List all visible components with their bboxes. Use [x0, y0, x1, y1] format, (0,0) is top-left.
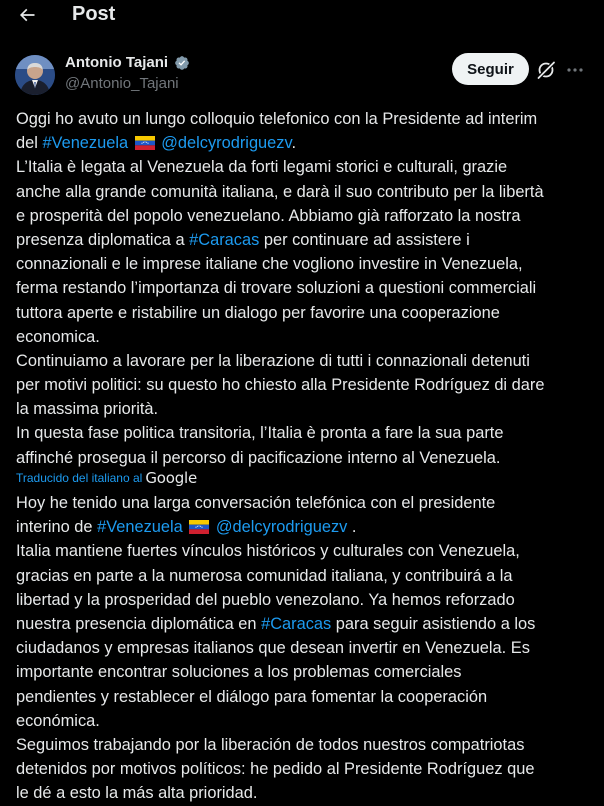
- post-text-line: affinché prosegua il percorso di pacificazione interno al Venezuela.: [16, 448, 501, 467]
- display-name[interactable]: Antonio Tajani: [65, 54, 169, 71]
- author-row: [15, 52, 590, 96]
- post-text-line: e prosperità del popolo venezuelano. Abbiamo già rafforzato la nostra: [16, 206, 521, 225]
- mention-link[interactable]: @delcyrodriguezv: [215, 518, 348, 537]
- post-text-line: presenza diplomatica a #Caracas per continuare ad assistere i: [16, 230, 470, 249]
- top-bar: [0, 0, 604, 30]
- mention-link[interactable]: @delcyrodriguezv: [161, 134, 292, 153]
- post-text-line: la massima priorità.: [16, 400, 159, 419]
- google-logo: Google: [145, 469, 198, 487]
- post-text-line: Hoy he tenido una larga conversación telefónica con el presidente: [16, 494, 496, 512]
- post-text-line: Seguimos trabajando por la liberación de todos nuestros compatriotas: [16, 735, 525, 754]
- translation-note[interactable]: [16, 469, 197, 487]
- page-title: Post: [72, 3, 116, 25]
- avatar-image: [15, 55, 55, 95]
- hashtag-link[interactable]: #Caracas: [189, 230, 260, 249]
- post-text-line: económica.: [16, 711, 100, 730]
- venezuela-flag-icon: [135, 136, 155, 150]
- post-text-line: Continuiamo a lavorare per la liberazione di tutti i connazionali detenuti: [16, 351, 530, 370]
- post-original-text: [16, 107, 591, 470]
- back-button[interactable]: [14, 3, 40, 27]
- post-text-line: L’Italia è legata al Venezuela da forti legami storici e culturali, grazie: [16, 158, 508, 177]
- post-text-line: Oggi ho avuto un lungo colloquio telefonico con la Presidente ad interim: [16, 110, 538, 128]
- hashtag-link[interactable]: #Venezuela: [97, 518, 183, 537]
- post-text-line: economica.: [16, 327, 100, 346]
- post-text-line: detenidos por motivos políticos: he pedido al Presidente Rodríguez que: [16, 760, 535, 779]
- post-text-line: importante encontrar soluciones a los problemas comerciales: [16, 663, 462, 682]
- translation-note-text: Traducido del italiano al: [16, 471, 143, 485]
- more-icon[interactable]: [564, 59, 586, 81]
- post-text-line: Italia mantiene fuertes vínculos históricos y culturales con Venezuela,: [16, 542, 520, 561]
- post-text-line: ciudadanos y empresas italianos que desean invertir en Venezuela. Es: [16, 639, 530, 658]
- post-text-line: per motivi politici: su questo ho chiesto alla Presidente Rodríguez di dare: [16, 376, 545, 395]
- post-text-line: nuestra presencia diplomática en #Caracas para seguir asistiendo a los: [16, 614, 536, 633]
- grok-icon[interactable]: [535, 59, 557, 81]
- post-text-line: libertad y la prosperidad del pueblo venezolano. Ya hemos reforzado: [16, 590, 515, 609]
- post-text-line: anche alla grande comunità italiana, e darà il suo contributo per la libertà: [16, 182, 544, 201]
- post-text-line: del #Venezuela @delcyrodriguezv.: [16, 134, 297, 153]
- hashtag-link[interactable]: #Caracas: [261, 614, 332, 633]
- user-handle[interactable]: @Antonio_Tajani: [65, 75, 179, 92]
- post-translated-text: [16, 491, 591, 805]
- post-text-line: tuttora aperte e ristabilire un dialogo per favorire una cooperazione: [16, 303, 500, 322]
- post-text-line: connazionali e le imprese italiane che vogliono investire in Venezuela,: [16, 255, 523, 274]
- venezuela-flag-icon: [189, 520, 209, 534]
- post-text-line: le dé a esto la más alta prioridad.: [16, 784, 258, 803]
- verified-badge-icon: [174, 55, 190, 71]
- post-text-line: In questa fase politica transitoria, l’Italia è pronta a fare la sua parte: [16, 424, 504, 443]
- post-text-line: pendientes y restablecer el diálogo para fomentar la cooperación: [16, 687, 488, 706]
- post-text-line: interino de #Venezuela @delcyrodriguezv .: [16, 518, 357, 537]
- hashtag-link[interactable]: #Venezuela: [42, 134, 129, 153]
- post-text-line: gracias en parte a la numerosa comunidad italiana, y contribuirá a la: [16, 566, 513, 585]
- avatar[interactable]: [15, 55, 55, 95]
- arrow-left-icon: [17, 5, 37, 25]
- follow-button[interactable]: Seguir: [452, 53, 529, 85]
- post-text-line: ferma restando l’importanza di trovare soluzioni a questioni commerciali: [16, 279, 537, 298]
